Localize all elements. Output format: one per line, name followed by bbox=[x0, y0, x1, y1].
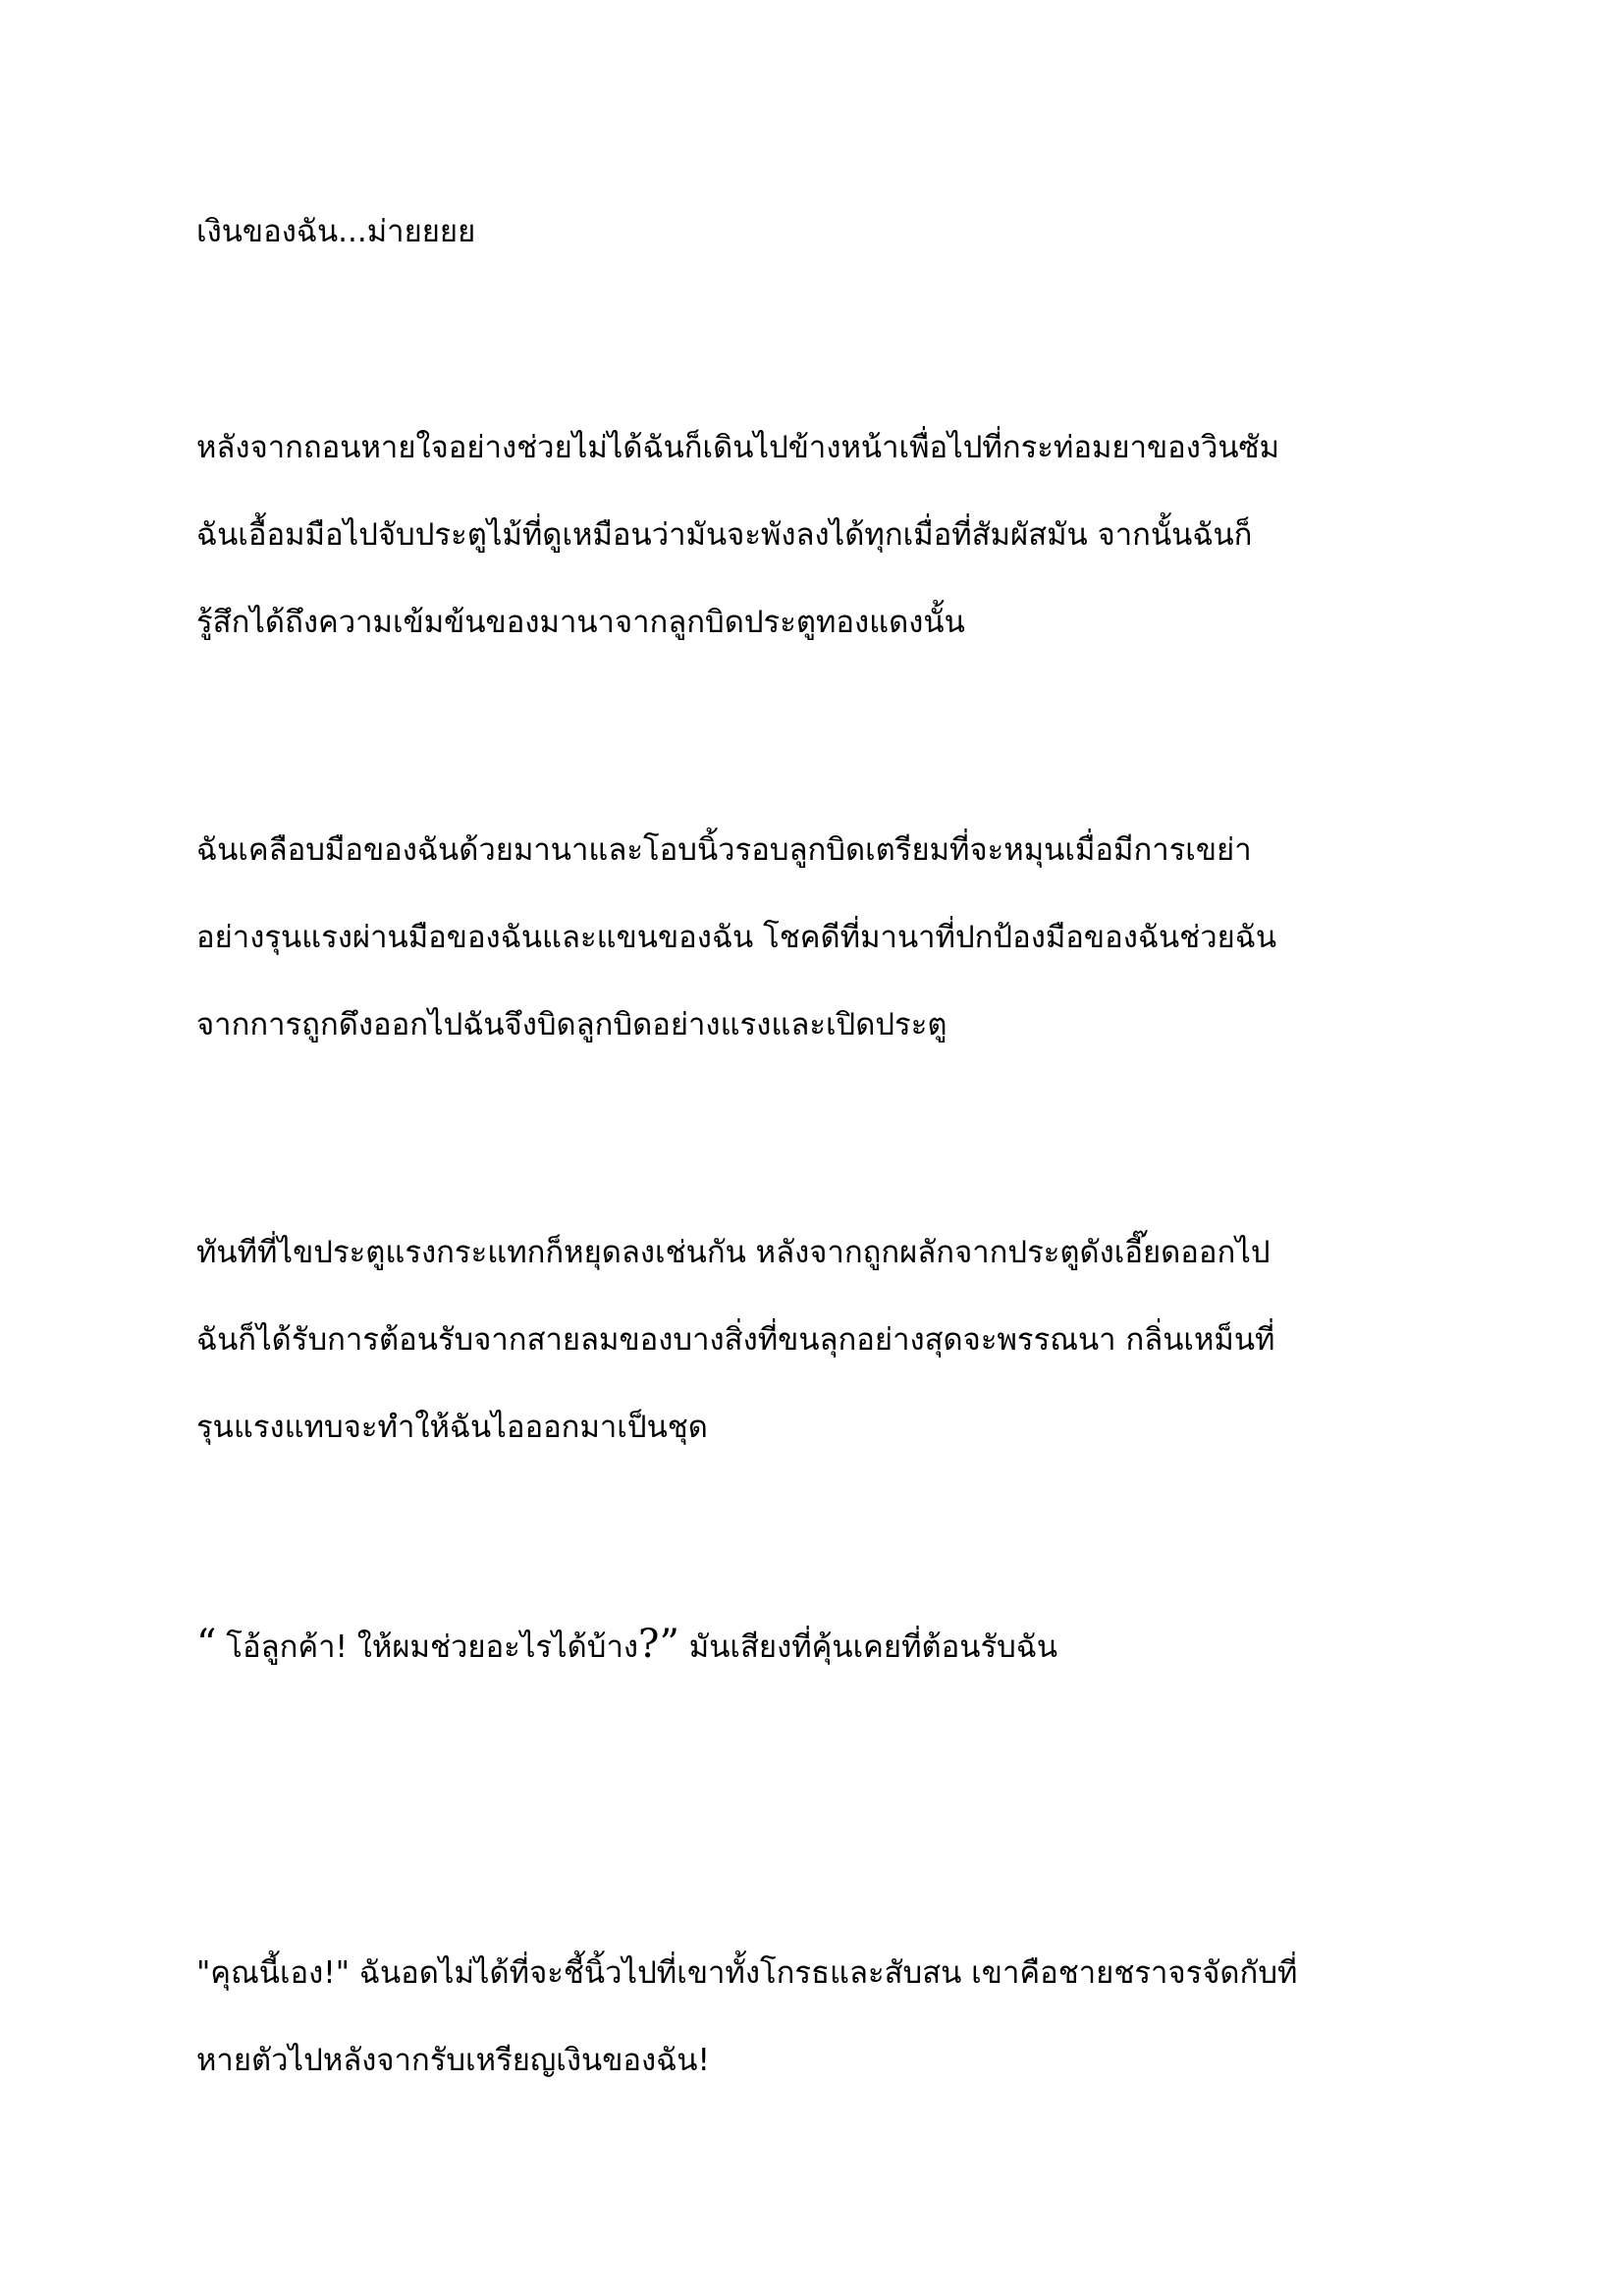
text-line: อย่างรุนแรงผ่านมือของฉันและแขนของฉัน โชคดีที่มานาที่ปกป้องมือของฉันช่วยฉัน bbox=[196, 920, 1277, 955]
text-line: "คุณนี้เอง!" ฉันอดไม่ได้ที่จะชี้นิ้วไปที่เขาทั้งโกรธและสับสน เขาคือชายชราจรจัดกับที่ bbox=[196, 1955, 1298, 1991]
paragraph-4 bbox=[196, 1231, 1473, 1449]
paragraph-3 bbox=[196, 828, 1473, 1046]
paragraph-2 bbox=[196, 426, 1473, 644]
text-line: หายตัวไปหลังจากรับเหรียญเงินของฉัน! bbox=[196, 2043, 710, 2078]
paragraph-5-dialogue bbox=[196, 1623, 1473, 1666]
dialogue-line bbox=[196, 1623, 1473, 1666]
narration-text: มันเสียงที่คุ้นเคยที่ต้อนรับฉัน bbox=[678, 1629, 1058, 1665]
text-line: ฉันเอื้อมมือไปจับประตูไม้ที่ดูเหมือนว่ามันจะพังลงได้ทุกเมื่อที่สัมผัสมัน จากนั้นฉันก็ bbox=[196, 517, 1253, 553]
text-line: รู้สึกได้ถึงความเข้มข้นของมานาจากลูกบิดประตูทองแดงนั้น bbox=[196, 605, 965, 640]
text-line: หลังจากถอนหายใจอย่างช่วยไม่ได้ฉันก็เดินไปข้างหน้าเพื่อไปที่กระท่อมยาของวินซัม bbox=[196, 430, 1280, 465]
text-line: ฉันก็ได้รับการต้อนรับจากสายลมของบางสิ่งที่ขนลุกอย่างสุดจะพรรณนา กลิ่นเหม็นที่ bbox=[196, 1322, 1275, 1358]
open-quote-mark: “ bbox=[196, 1622, 217, 1667]
text-line: รุนแรงแทบจะทำให้ฉันไอออกมาเป็นชุด bbox=[196, 1410, 708, 1445]
text-line: ฉันเคลือบมือของฉันด้วยมานาและโอบนิ้วรอบลูกบิดเตรียมที่จะหมุนเมื่อมีการเขย่า bbox=[196, 832, 1252, 868]
paragraph-1 bbox=[196, 210, 1473, 253]
close-quote-mark: ?” bbox=[638, 1622, 679, 1667]
quote-text: โอ้ลูกค้า! ให้ผมช่วยอะไรได้บ้าง bbox=[216, 1629, 639, 1665]
text-line: จากการถูกดึงออกไปฉันจึงบิดลูกบิดอย่างแรงและเปิดประตู bbox=[196, 1007, 947, 1042]
text-line: เงินของฉัน...ม่ายยยย bbox=[196, 214, 476, 249]
text-line: ทันทีที่ไขประตูแรงกระแทกก็หยุดลงเช่นกัน หลังจากถูกผลักจากประตูดังเอี๊ยดออกไป bbox=[196, 1235, 1271, 1270]
paragraph-6 bbox=[196, 1951, 1473, 2082]
